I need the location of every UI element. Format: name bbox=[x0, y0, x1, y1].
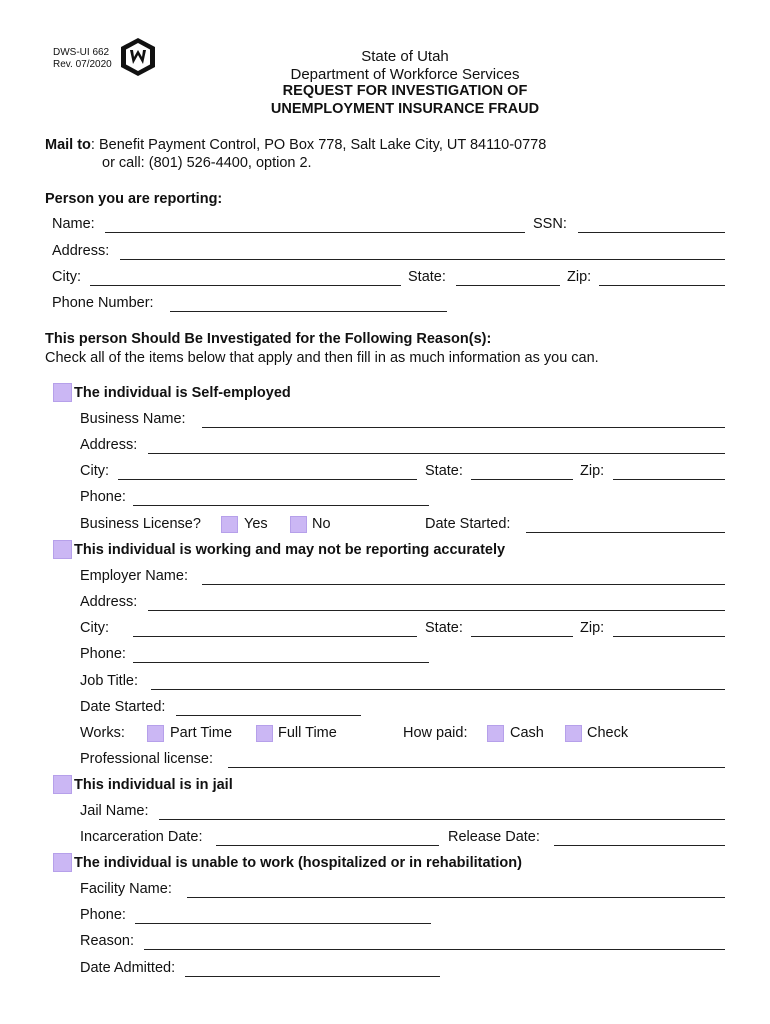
person-address-label: Address: bbox=[52, 243, 110, 259]
person-name-label: Name: bbox=[52, 216, 95, 232]
wk-phone-label: Phone: bbox=[80, 646, 126, 662]
business-name-label: Business Name: bbox=[80, 411, 186, 427]
unable-checkbox[interactable] bbox=[53, 853, 72, 872]
mail-to-label: Mail to bbox=[45, 137, 91, 153]
person-zip-label: Zip: bbox=[567, 269, 592, 285]
person-ssn-field[interactable] bbox=[578, 232, 725, 233]
se-state-field[interactable] bbox=[471, 479, 573, 480]
works-label: Works: bbox=[80, 725, 125, 741]
person-address-field[interactable] bbox=[120, 259, 725, 260]
person-name-field[interactable] bbox=[105, 232, 525, 233]
form-id: DWS-UI 662 bbox=[53, 47, 110, 58]
how-paid-label: How paid: bbox=[403, 725, 468, 741]
license-no-label: No bbox=[312, 516, 331, 532]
job-title-label: Job Title: bbox=[80, 673, 139, 689]
person-zip-field[interactable] bbox=[599, 285, 725, 286]
business-license-label: Business License? bbox=[80, 516, 201, 532]
check-checkbox[interactable] bbox=[565, 725, 582, 742]
wk-address-field[interactable] bbox=[148, 610, 725, 611]
person-phone-field[interactable] bbox=[170, 311, 447, 312]
person-ssn-label: SSN: bbox=[533, 216, 567, 232]
utah-dws-logo-icon bbox=[118, 37, 158, 77]
person-state-field[interactable] bbox=[456, 285, 560, 286]
person-state-label: State: bbox=[408, 269, 446, 285]
se-phone-label: Phone: bbox=[80, 489, 126, 505]
mail-to-address: : Benefit Payment Control, PO Box 778, Salt Lake City, UT 84110-0778 bbox=[90, 137, 547, 153]
se-city-field[interactable] bbox=[118, 479, 417, 480]
se-date-started-field[interactable] bbox=[526, 532, 725, 533]
wk-zip-field[interactable] bbox=[613, 636, 725, 637]
person-heading: Person you are reporting: bbox=[45, 191, 223, 207]
part-time-label: Part Time bbox=[170, 725, 233, 741]
date-admitted-label: Date Admitted: bbox=[80, 960, 176, 976]
check-label: Check bbox=[587, 725, 629, 741]
job-title-field[interactable] bbox=[151, 689, 725, 690]
full-time-label: Full Time bbox=[278, 725, 337, 741]
license-no-checkbox[interactable] bbox=[290, 516, 307, 533]
se-zip-label: Zip: bbox=[580, 463, 605, 479]
se-zip-field[interactable] bbox=[613, 479, 725, 480]
reason-label: Reason: bbox=[80, 933, 135, 949]
employer-name-field[interactable] bbox=[202, 584, 725, 585]
wk-address-label: Address: bbox=[80, 594, 138, 610]
release-date-field[interactable] bbox=[554, 845, 725, 846]
wk-date-started-label: Date Started: bbox=[80, 699, 166, 715]
date-admitted-field[interactable] bbox=[185, 976, 440, 977]
person-city-field[interactable] bbox=[90, 285, 401, 286]
facility-name-field[interactable] bbox=[187, 897, 725, 898]
employer-name-label: Employer Name: bbox=[80, 568, 188, 584]
working-checkbox[interactable] bbox=[53, 540, 72, 559]
prof-license-field[interactable] bbox=[228, 767, 725, 768]
wk-phone-field[interactable] bbox=[133, 662, 429, 663]
se-date-started-label: Date Started: bbox=[425, 516, 511, 532]
reason-field[interactable] bbox=[144, 949, 725, 950]
se-address-label: Address: bbox=[80, 437, 138, 453]
mail-to-line bbox=[45, 137, 546, 153]
reasons-heading: This person Should Be Investigated for the Following Reason(s): bbox=[45, 331, 492, 347]
working-title: This individual is working and may not be reporting accurately bbox=[74, 542, 506, 558]
self-employed-checkbox[interactable] bbox=[53, 383, 72, 402]
wk-state-field[interactable] bbox=[471, 636, 573, 637]
wk-zip-label: Zip: bbox=[580, 620, 605, 636]
jail-title: This individual is in jail bbox=[74, 777, 233, 793]
jail-name-field[interactable] bbox=[159, 819, 725, 820]
se-city-label: City: bbox=[80, 463, 109, 479]
license-yes-label: Yes bbox=[244, 516, 268, 532]
part-time-checkbox[interactable] bbox=[147, 725, 164, 742]
wk-city-label: City: bbox=[80, 620, 109, 636]
incarceration-date-field[interactable] bbox=[216, 845, 439, 846]
form-title-line2: UNEMPLOYMENT INSURANCE FRAUD bbox=[270, 101, 540, 117]
ua-phone-field[interactable] bbox=[135, 923, 431, 924]
se-address-field[interactable] bbox=[148, 453, 725, 454]
wk-city-field[interactable] bbox=[133, 636, 417, 637]
se-phone-field[interactable] bbox=[133, 505, 429, 506]
wk-date-started-field[interactable] bbox=[176, 715, 361, 716]
form-title-line1: REQUEST FOR INVESTIGATION OF bbox=[282, 83, 528, 99]
cash-label: Cash bbox=[510, 725, 544, 741]
jail-name-label: Jail Name: bbox=[80, 803, 149, 819]
license-yes-checkbox[interactable] bbox=[221, 516, 238, 533]
person-phone-label: Phone Number: bbox=[52, 295, 154, 311]
reasons-instruction: Check all of the items below that apply and then fill in as much information as you can. bbox=[45, 350, 599, 366]
facility-name-label: Facility Name: bbox=[80, 881, 172, 897]
person-city-label: City: bbox=[52, 269, 81, 285]
release-date-label: Release Date: bbox=[448, 829, 540, 845]
ua-phone-label: Phone: bbox=[80, 907, 126, 923]
prof-license-label: Professional license: bbox=[80, 751, 213, 767]
incarceration-date-label: Incarceration Date: bbox=[80, 829, 203, 845]
jail-checkbox[interactable] bbox=[53, 775, 72, 794]
self-employed-title: The individual is Self-employed bbox=[74, 385, 291, 401]
business-name-field[interactable] bbox=[202, 427, 725, 428]
header-department: Department of Workforce Services bbox=[290, 66, 520, 83]
form-revision: Rev. 07/2020 bbox=[53, 59, 112, 70]
header-state: State of Utah bbox=[361, 48, 449, 65]
wk-state-label: State: bbox=[425, 620, 463, 636]
call-line: or call: (801) 526-4400, option 2. bbox=[102, 155, 312, 171]
se-state-label: State: bbox=[425, 463, 463, 479]
full-time-checkbox[interactable] bbox=[256, 725, 273, 742]
cash-checkbox[interactable] bbox=[487, 725, 504, 742]
unable-title: The individual is unable to work (hospitalized or in rehabilitation) bbox=[74, 855, 522, 871]
